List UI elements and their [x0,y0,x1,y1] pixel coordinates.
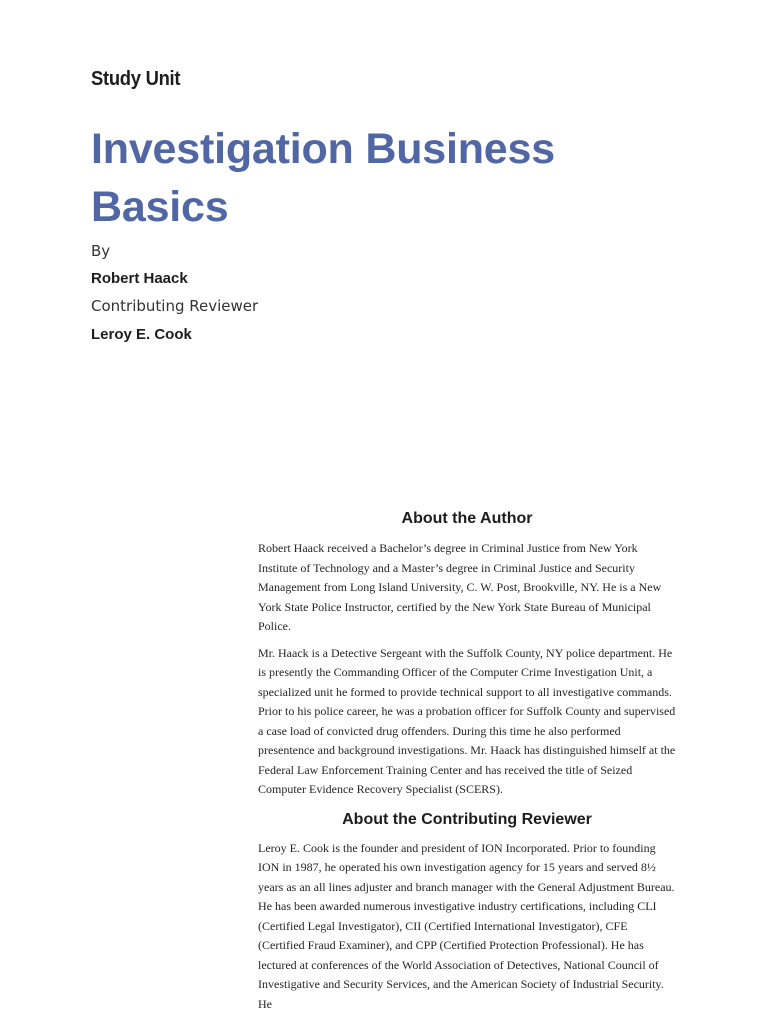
reviewer-name: Leroy E. Cook [91,326,192,343]
author-bio-paragraph: Robert Haack received a Bachelor’s degree in Criminal Justice from New York Institute of Technology and a Master’s degree in Criminal Justice and Security Management from Long Island University, C. W. Post, Brookville, NY. He is a New York State Police Instructor, certified by the New York State Bureau of Municipal Police. [258,541,662,633]
about-reviewer-heading: About the Contributing Reviewer [342,810,592,828]
reviewer-bio-paragraph: Leroy E. Cook is the founder and president of ION Incorporated. Prior to founding ION in 1987, he operated his own investigation agency for 15 years and served 8½ years as an all lines adjuster and branch manager with the General Adjustment Bureau. He has been awarded numerous investigative industry certifications, including CLI (Certified Legal Investigator), CII (Certified International Investigator), CFE (Certified Fraud Examiner), and CPP (Certified Protection Professional). He has lectured at conferences of the World Association of Detectives, National Council of Investigative and Security Services, and the American Society of Industrial Security. He [258,840,675,1011]
by-label: By [91,242,111,260]
bio-column [258,509,676,1021]
author-name: Robert Haack [91,270,188,287]
about-author-heading: About the Author [401,510,533,527]
study-unit-label: Study Unit [91,68,181,90]
document-title: Investigation Business Basics [91,125,555,231]
author-bio-paragraph: Mr. Haack is a Detective Sergeant with the Suffolk County, NY police department. He is presently the Commanding Officer of the Computer Crime Investigation Unit, a specialized unit he formed to provide technical support to all investigative commands. Prior to his police career, he was a probation officer for Suffolk County and supervised a case load of convicted drug offenders. During this time he also performed presentence and background investigations. Mr. Haack has distinguished himself at the Federal Law Enforcement Training Center and has received the title of Seized Computer Evidence Recovery Specialist (SCERS). [258,645,676,796]
contributing-reviewer-label: Contributing Reviewer [91,297,259,315]
